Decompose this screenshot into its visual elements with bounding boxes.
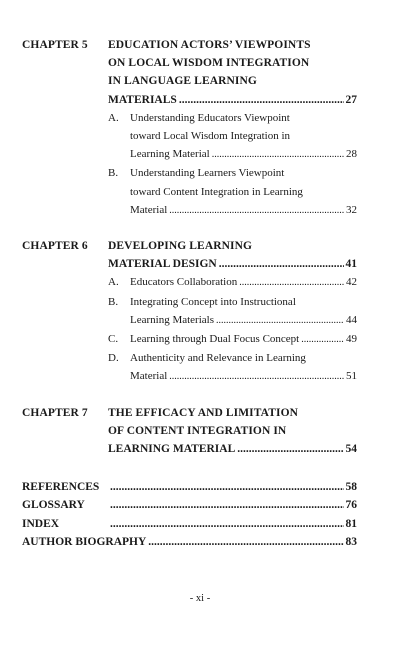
section-title-line: toward Local Wisdom Integration in — [130, 130, 291, 143]
section-title-line: Understanding Learners Viewpoint — [130, 167, 285, 180]
page-number: 42 — [346, 276, 357, 289]
chapter-title-leader[interactable] — [108, 91, 357, 109]
chapter-title-line: DEVELOPING LEARNING — [108, 240, 253, 253]
back-matter-entry[interactable] — [22, 496, 357, 514]
section-entry[interactable] — [108, 273, 357, 292]
chapter-title-leader[interactable] — [108, 440, 357, 458]
dot-leader — [219, 255, 344, 273]
chapter-entry — [22, 237, 357, 387]
section-title-line: Material — [130, 203, 168, 216]
chapter-label: CHAPTER 6 — [22, 240, 88, 253]
back-matter-label: GLOSSARY — [22, 499, 85, 512]
chapter-entry — [22, 36, 357, 220]
section-title-line: Learning Materials — [130, 313, 214, 326]
section-title-line: Understanding Educators Viewpoint — [130, 111, 290, 124]
chapter-title-line: THE EFFICACY AND LIMITATION — [108, 406, 299, 419]
section-entry[interactable] — [108, 164, 357, 220]
page-number: 44 — [346, 313, 357, 326]
dot-leader — [212, 146, 344, 164]
back-matter-label: REFERENCES — [22, 481, 100, 494]
chapter-title-line: OF CONTENT INTEGRATION IN — [108, 424, 287, 437]
dot-leader — [237, 440, 343, 458]
chapter-label: CHAPTER 7 — [22, 406, 88, 419]
back-matter-entry[interactable] — [22, 515, 357, 533]
page-number: 27 — [345, 93, 357, 106]
section-letter: A. — [108, 276, 119, 289]
chapter-entry — [22, 404, 357, 459]
chapter-title-line: LEARNING MATERIAL — [108, 443, 236, 456]
chapter-title-line: IN LANGUAGE LEARNING — [108, 75, 257, 88]
page-number: 58 — [345, 481, 357, 494]
page-number: 28 — [346, 148, 357, 161]
back-matter-label: AUTHOR BIOGRAPHY — [22, 535, 147, 548]
table-of-contents — [22, 36, 357, 551]
chapter-title-line: ON LOCAL WISDOM INTEGRATION — [108, 57, 310, 70]
chapter-title-line: EDUCATION ACTORS’ VIEWPOINTS — [108, 39, 311, 51]
back-matter-label: INDEX — [22, 517, 60, 530]
page-number: 83 — [345, 535, 357, 548]
chapter-label: CHAPTER 5 — [22, 39, 88, 51]
section-title-line: Educators Collaboration — [130, 276, 238, 289]
chapter-title-line: MATERIAL DESIGN — [108, 258, 217, 271]
dot-leader — [110, 496, 344, 514]
page-number: 49 — [346, 333, 357, 346]
page-number: 51 — [346, 370, 357, 383]
section-entry[interactable] — [108, 349, 357, 386]
dot-leader — [110, 478, 344, 496]
dot-leader — [169, 368, 344, 386]
section-title-line: Learning Material — [130, 148, 210, 161]
dot-leader — [169, 202, 344, 220]
page-number: 76 — [345, 499, 357, 512]
back-matter-entry[interactable] — [22, 533, 357, 551]
back-matter — [22, 478, 357, 551]
page-footer-number: - xi - — [189, 593, 211, 604]
back-matter-entry[interactable] — [22, 478, 357, 496]
dot-leader — [179, 91, 344, 109]
section-letter: B. — [108, 295, 119, 308]
page-number: 54 — [345, 443, 357, 456]
dot-leader — [148, 533, 343, 551]
dot-leader — [301, 331, 344, 349]
page-number: 81 — [345, 517, 357, 530]
dot-leader — [239, 274, 344, 292]
dot-leader — [216, 312, 344, 330]
dot-leader — [110, 515, 344, 533]
section-entry[interactable] — [108, 109, 357, 165]
section-title-line: Integrating Concept into Instructional — [130, 295, 296, 308]
chapter-title-line: MATERIALS — [108, 93, 177, 106]
section-letter: C. — [108, 333, 119, 346]
section-title-line: toward Content Integration in Learning — [130, 185, 303, 198]
section-title-line: Material — [130, 370, 168, 383]
section-title-line: Learning through Dual Focus Concept — [130, 333, 300, 346]
page-number: 41 — [345, 258, 357, 271]
section-entry[interactable] — [108, 330, 357, 349]
section-entry[interactable] — [108, 293, 357, 330]
section-letter: B. — [108, 167, 119, 180]
page-number: 32 — [346, 203, 357, 216]
chapter-title-leader[interactable] — [108, 255, 357, 273]
section-letter: A. — [108, 111, 119, 124]
section-letter: D. — [108, 352, 119, 365]
section-title-line: Authenticity and Relevance in Learning — [130, 352, 306, 365]
